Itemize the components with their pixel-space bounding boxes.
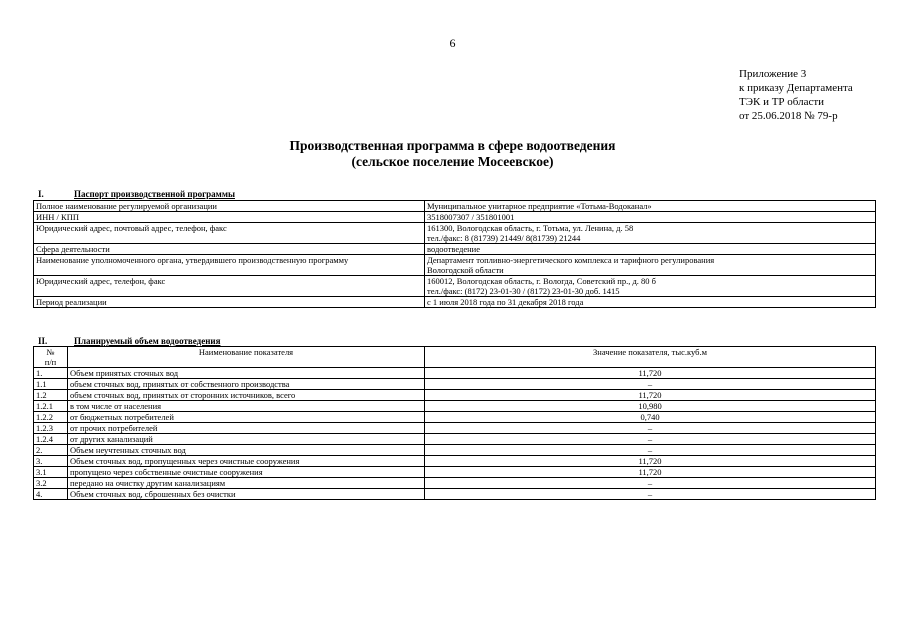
passport-table — [33, 200, 876, 308]
passport-value-line: Вологодской области — [427, 265, 504, 275]
row-number: 2. — [34, 445, 68, 456]
passport-value — [425, 223, 876, 244]
row-number: 4. — [34, 489, 68, 500]
indicator-value: – — [425, 478, 876, 489]
row-number: 1.2.2 — [34, 412, 68, 423]
passport-label: Наименование уполномоченного органа, утвердившего производственную программу — [34, 255, 425, 276]
volume-table — [33, 346, 876, 500]
table-row — [34, 297, 876, 308]
table-row — [34, 255, 876, 276]
indicator-value: 11,720 — [425, 456, 876, 467]
table-row — [34, 379, 876, 390]
row-number: 3.1 — [34, 467, 68, 478]
appendix-line: Приложение 3 — [739, 68, 807, 80]
passport-value-line: водоотведение — [427, 244, 480, 254]
table-row — [34, 212, 876, 223]
passport-value — [425, 297, 876, 308]
page-number: 6 — [449, 36, 456, 50]
header-name: Наименование показателя — [68, 347, 425, 368]
indicator-name: от бюджетных потребителей — [68, 412, 425, 423]
passport-value-line: тел./факс: (8172) 23-01-30 / (8172) 23-01-30 доб. 1415 — [427, 286, 620, 296]
passport-label: Период реализации — [34, 297, 425, 308]
passport-value-line: тел./факс: 8 (81739) 21449/ 8(81739) 21244 — [427, 233, 581, 243]
indicator-name: Объем сточных вод, сброшенных без очистки — [68, 489, 425, 500]
passport-value — [425, 244, 876, 255]
indicator-value: 0,740 — [425, 412, 876, 423]
passport-label: Юридический адрес, телефон, факс — [34, 276, 425, 297]
indicator-name: Объем принятых сточных вод — [68, 368, 425, 379]
indicator-name: Объем сточных вод, пропущенных через очистные сооружения — [68, 456, 425, 467]
indicator-name: от других канализаций — [68, 434, 425, 445]
table-row — [34, 423, 876, 434]
indicator-name: объем сточных вод, принятых от сторонних источников, всего — [68, 390, 425, 401]
indicator-value: – — [425, 489, 876, 500]
passport-value-line: с 1 июля 2018 года по 31 декабря 2018 года — [427, 297, 584, 307]
indicator-name: Объем неучтенных сточных вод — [68, 445, 425, 456]
table-row — [34, 456, 876, 467]
row-number: 1.2.1 — [34, 401, 68, 412]
table-row — [34, 467, 876, 478]
appendix-line: к приказу Департамента — [739, 82, 853, 94]
passport-value-line: 161300, Вологодская область, г. Тотьма, ул. Ленина, д. 58 — [427, 223, 634, 233]
table-row — [34, 276, 876, 297]
table-row — [34, 223, 876, 244]
section2-heading — [38, 336, 220, 346]
table-row — [34, 201, 876, 212]
passport-value — [425, 212, 876, 223]
table-row — [34, 489, 876, 500]
header-num-line: № — [46, 347, 55, 357]
table-row — [34, 368, 876, 379]
header-num-line: п/п — [44, 357, 57, 367]
indicator-name: объем сточных вод, принятых от собственного производства — [68, 379, 425, 390]
table-row — [34, 478, 876, 489]
indicator-value: – — [425, 434, 876, 445]
title-line: Производственная программа в сфере водоотведения — [289, 138, 616, 153]
passport-label: Юридический адрес, почтовый адрес, телефон, факс — [34, 223, 425, 244]
indicator-value: – — [425, 423, 876, 434]
passport-value-line: Муниципальное унитарное предприятие «Тотьма-Водоканал» — [427, 201, 652, 211]
passport-value-line: Департамент топливно-энергетического комплекса и тарифного регулирования — [427, 255, 715, 265]
passport-value — [425, 201, 876, 212]
table-row — [34, 401, 876, 412]
indicator-value: 11,720 — [425, 368, 876, 379]
table-row — [34, 390, 876, 401]
appendix-line: ТЭК и ТР области — [739, 96, 825, 108]
passport-value-line: 3518007307 / 351801001 — [427, 212, 515, 222]
passport-label: Сфера деятельности — [34, 244, 425, 255]
table-row — [34, 412, 876, 423]
indicator-name: от прочих потребителей — [68, 423, 425, 434]
indicator-value: 11,720 — [425, 467, 876, 478]
row-number: 1.2.3 — [34, 423, 68, 434]
header-num — [34, 347, 68, 368]
row-number: 1.2 — [34, 390, 68, 401]
header-value: Значение показателя, тыс.куб.м — [425, 347, 876, 368]
indicator-value: – — [425, 379, 876, 390]
section-title: Паспорт производственной программы — [74, 189, 235, 199]
row-number: 3.2 — [34, 478, 68, 489]
table-header-row — [34, 347, 876, 368]
passport-value — [425, 255, 876, 276]
indicator-value: 11,720 — [425, 390, 876, 401]
table-row — [34, 445, 876, 456]
table-row — [34, 434, 876, 445]
indicator-value: 10,980 — [425, 401, 876, 412]
section-number: II. — [38, 336, 48, 346]
title-line: (сельское поселение Мосеевское) — [351, 154, 554, 169]
passport-label: ИНН / КПП — [34, 212, 425, 223]
indicator-name: передано на очистку другим канализациям — [68, 478, 425, 489]
passport-value-line: 160012, Вологодская область, г. Вологда, Советский пр., д. 80 б — [427, 276, 657, 286]
passport-value — [425, 276, 876, 297]
appendix-line: от 25.06.2018 № 79-р — [739, 110, 838, 122]
row-number: 1.2.4 — [34, 434, 68, 445]
row-number: 1. — [34, 368, 68, 379]
row-number: 3. — [34, 456, 68, 467]
row-number: 1.1 — [34, 379, 68, 390]
appendix-note — [739, 67, 853, 123]
indicator-name: в том числе от населения — [68, 401, 425, 412]
section1-heading — [38, 189, 235, 199]
passport-label: Полное наименование регулируемой организации — [34, 201, 425, 212]
document-title — [0, 138, 905, 170]
indicator-name: пропущено через собственные очистные сооружения — [68, 467, 425, 478]
table-row — [34, 244, 876, 255]
indicator-value: – — [425, 445, 876, 456]
section-number: I. — [38, 189, 44, 199]
section-title: Планируемый объем водоотведения — [74, 336, 221, 346]
